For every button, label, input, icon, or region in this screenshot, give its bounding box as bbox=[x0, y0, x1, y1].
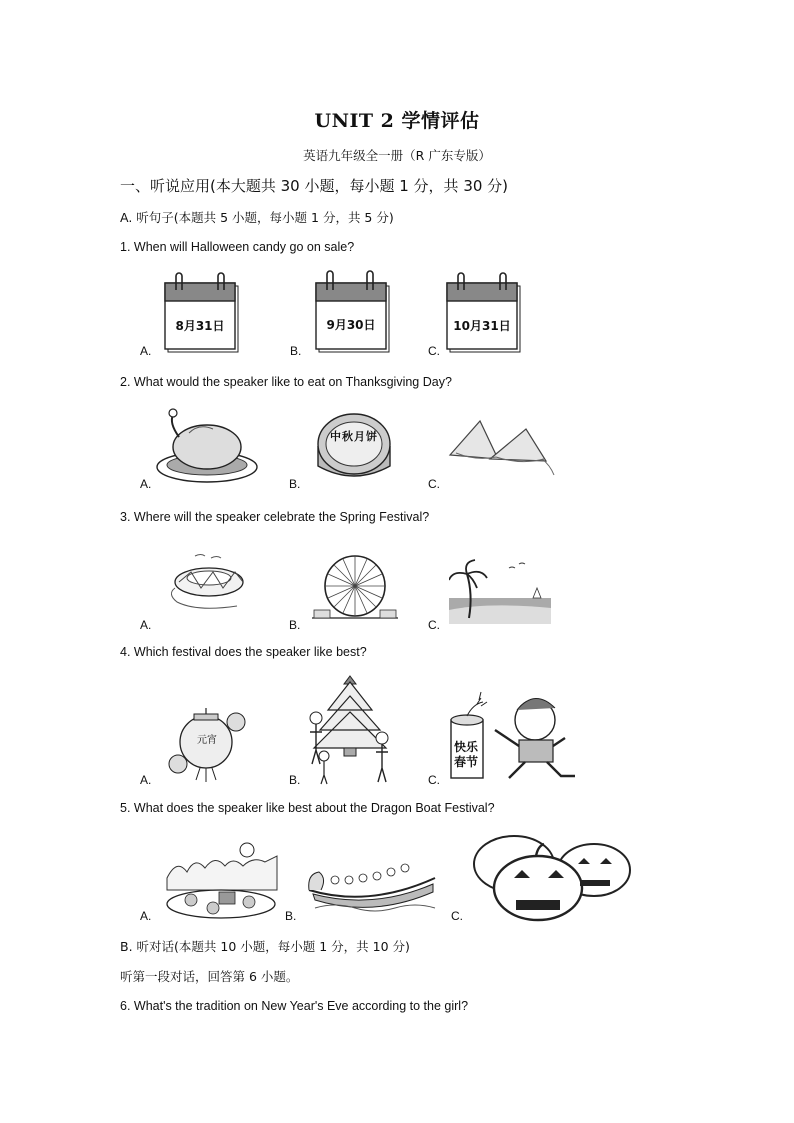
q1-option-b-label: B. bbox=[290, 344, 302, 358]
beach-palm-icon bbox=[449, 558, 551, 624]
part-b-heading: B. 听对话(本题共 10 小题，每小题 1 分，共 10 分) bbox=[120, 939, 410, 954]
calendar-icon bbox=[444, 272, 524, 354]
q5-option-b-label: B. bbox=[285, 909, 297, 923]
question-3: 3. Where will the speaker celebrate the Spring Festival? bbox=[120, 510, 430, 524]
q4-option-b-label: B. bbox=[289, 773, 301, 787]
page-title: UNIT 2 学情评估 bbox=[314, 110, 480, 132]
calendar-icon bbox=[162, 272, 242, 354]
question-1: 1. When will Halloween candy go on sale? bbox=[120, 240, 355, 254]
q2-option-c-label: C. bbox=[428, 477, 440, 491]
christmas-tree-icon bbox=[302, 670, 398, 786]
calendar-icon bbox=[313, 268, 393, 354]
q1-option-c-label: C. bbox=[428, 344, 440, 358]
mooncake-icon bbox=[310, 408, 398, 488]
q4-option-c-label: C. bbox=[428, 773, 440, 787]
q1-option-a-label: A. bbox=[140, 344, 152, 358]
page-subtitle: 英语九年级全一册（R 广东专版） bbox=[303, 148, 491, 163]
section-heading: 一、听说应用(本大题共 30 小题，每小题 1 分，共 30 分) bbox=[120, 177, 509, 195]
question-6: 6. What's the tradition on New Year's Eve according to the girl? bbox=[120, 999, 469, 1013]
question-5: 5. What does the speaker like best about the Dragon Boat Festival? bbox=[120, 801, 495, 815]
q1-option-c-caption: 10月31日 bbox=[453, 319, 511, 333]
q2-option-a-label: A. bbox=[140, 477, 152, 491]
ferris-wheel-icon bbox=[312, 554, 398, 626]
q5-option-a-label: A. bbox=[140, 909, 152, 923]
birds-nest-stadium-icon bbox=[165, 552, 257, 614]
q3-option-b-label: B. bbox=[289, 618, 301, 632]
q3-option-a-label: A. bbox=[140, 618, 152, 632]
dialogue-instruction: 听第一段对话，回答第 6 小题。 bbox=[120, 969, 299, 984]
q2-option-b-label: B. bbox=[289, 477, 301, 491]
q1-option-a-caption: 8月31日 bbox=[175, 319, 225, 333]
question-4: 4. Which festival does the speaker like best? bbox=[120, 645, 367, 659]
jack-o-lantern-icon bbox=[466, 832, 634, 922]
question-2: 2. What would the speaker like to eat on Thanksgiving Day? bbox=[120, 375, 452, 389]
zongzi-icon bbox=[446, 415, 556, 477]
part-a-heading: A. 听句子(本题共 5 小题，每小题 1 分，共 5 分) bbox=[120, 210, 394, 225]
q3-option-c-label: C. bbox=[428, 618, 440, 632]
lantern-caption: 元宵 bbox=[197, 735, 217, 746]
firecracker-caption: 快乐春节 bbox=[453, 740, 478, 769]
q5-option-c-label: C. bbox=[451, 909, 463, 923]
q4-option-a-label: A. bbox=[140, 773, 152, 787]
family-dinner-icon bbox=[163, 838, 281, 922]
dragon-boat-icon bbox=[305, 850, 439, 914]
q1-option-b-caption: 9月30日 bbox=[326, 318, 376, 332]
roast-turkey-icon bbox=[155, 405, 260, 487]
mooncake-caption: 中秋月饼 bbox=[330, 430, 378, 443]
